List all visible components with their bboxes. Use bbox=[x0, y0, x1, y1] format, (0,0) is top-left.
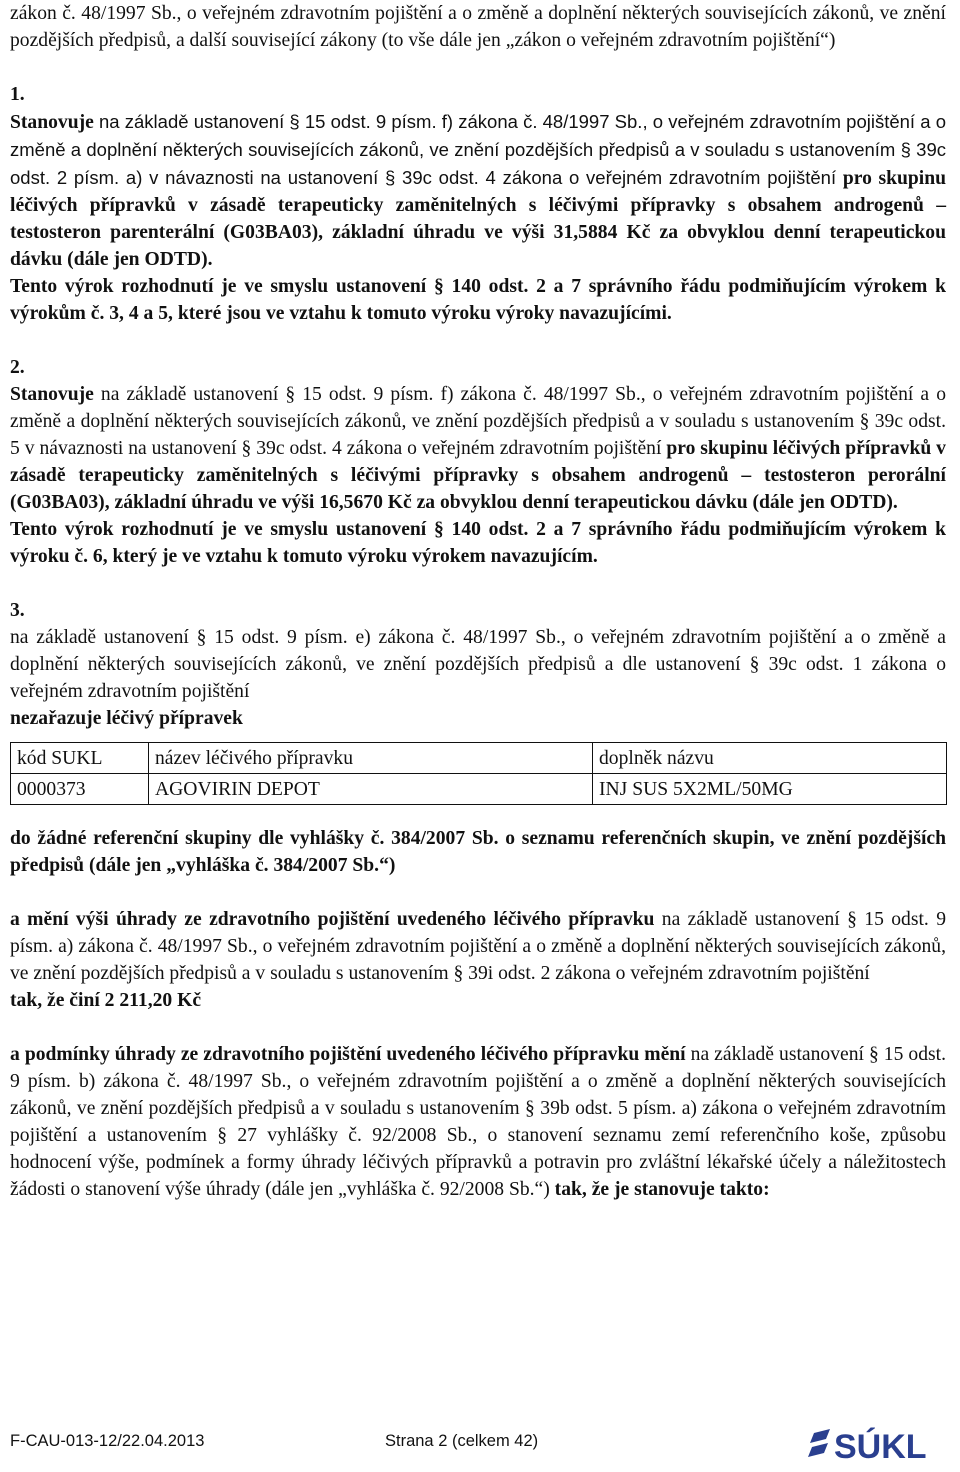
s2-decision: pro skupinu léčivých přípravků v zásadě terapeuticky zaměnitelných s léčivými přípravky s obsahem androgenů – testosteron perorální (G03BA03), základní úhradu ve výši 16,5670 Kč za obvyklou denní terapeutickou dávku (dále jen ODTD). bbox=[10, 438, 946, 513]
drug-table bbox=[10, 742, 947, 805]
conditions-paragraph bbox=[10, 1041, 946, 1203]
s2-legal-basis: na základě ustanovení § 15 odst. 9 písm. f) zákona č. 48/1997 Sb., o veřejném zdravotním pojištění a o změně a doplnění některých souvisejících zákonů, ve znění pozdějších předpisů a v souladu s ustanovením § 39c odst. 5 v návaznosti na ustanovení § 39c odst. 4 zákona o veřejném zdravotním pojištění bbox=[10, 384, 946, 459]
section-2-number: 2. bbox=[10, 357, 25, 378]
section-1-number: 1. bbox=[10, 84, 25, 105]
s1-verb: Stanovuje bbox=[10, 112, 94, 133]
document-body bbox=[10, 0, 946, 1203]
cell-code: 0000373 bbox=[11, 774, 149, 805]
section-2-paragraph bbox=[10, 381, 946, 516]
table-header-row bbox=[11, 743, 947, 774]
cell-supplement: INJ SUS 5X2ML/50MG bbox=[593, 774, 947, 805]
reimbursement-amount: tak, že činí 2 211,20 Kč bbox=[10, 990, 202, 1011]
reimbursement-paragraph bbox=[10, 906, 946, 987]
header-cell-supplement: doplněk názvu bbox=[593, 743, 947, 774]
conditions-end: tak, že je stanovuje takto: bbox=[549, 1179, 770, 1200]
section-2-conditional: Tento výrok rozhodnutí je ve smyslu ustanovení § 140 odst. 2 a 7 správního řádu podmiňujícím výrokem k výroku č. 6, který je ve vztahu k tomuto výroku výrokem navazujícím. bbox=[10, 519, 946, 567]
s2-verb: Stanovuje bbox=[10, 384, 94, 405]
section-3-decision: nezařazuje léčivý přípravek bbox=[10, 708, 243, 729]
s1-legal-basis: na základě ustanovení § 15 odst. 9 písm. f) zákona č. 48/1997 Sb., o veřejném zdravotním pojištění a o změně a doplnění některých souvisejících zákonů, ve znění pozdějších předpisů a v souladu s ustanovením § 39c odst. 2 písm. a) v návaznosti na ustanovení § 39c odst. 4 zákona o veřejném zdravotním pojištění bbox=[10, 111, 946, 188]
reimbursement-basis: na základě ustanovení § 15 odst. 9 písm. a) zákona č. 48/1997 Sb., o veřejném zdravotním pojištění a o změně a doplnění některých souvisejících zákonů, ve znění pozdějších předpisů a v souladu s ustanovením § 39i odst. 2 zákona o veřejném zdravotním pojištění bbox=[10, 909, 946, 984]
conditions-lead: a podmínky úhrady ze zdravotního pojištění uvedeného léčivého přípravku mění bbox=[10, 1044, 686, 1065]
section-1-conditional: Tento výrok rozhodnutí je ve smyslu ustanovení § 140 odst. 2 a 7 správního řádu podmiňujícím výrokem k výrokům č. 3, 4 a 5, které jsou ve vztahu k tomuto výroku výroky navazujícími. bbox=[10, 276, 946, 324]
cell-name: AGOVIRIN DEPOT bbox=[149, 774, 593, 805]
conditions-basis: na základě ustanovení § 15 odst. 9 písm. b) zákona č. 48/1997 Sb., o veřejném zdravotním pojištění a o změně a doplnění některých souvisejících zákonů, ve znění pozdějších předpisů a v souladu s ustanovením § 39b odst. 5 písm. a) zákona o veřejném zdravotním pojištění a ustanovením § 27 vyhlášky č. 92/2008 Sb., o stanovení seznamu zemí referenčního koše, způsobu hodnocení výše, podmínek a formy úhrady léčivých přípravků a potravin pro zvláštní lékařské účely a náležitostech žádosti o stanovení výše úhrady (dále jen „vyhláška č. 92/2008 Sb.“) bbox=[10, 1044, 946, 1200]
sukl-logo bbox=[808, 1425, 954, 1465]
reference-group-paragraph: do žádné referenční skupiny dle vyhlášky č. 384/2007 Sb. o seznamu referenčních skupin, ve znění pozdějších předpisů (dále jen „vyhláška č. 384/2007 Sb.“) bbox=[10, 828, 946, 876]
section-3-legal-basis: na základě ustanovení § 15 odst. 9 písm. e) zákona č. 48/1997 Sb., o veřejném zdravotním pojištění a o změně a doplnění některých souvisejících zákonů, ve znění pozdějších předpisů a dle ustanovení § 39c odst. 1 zákona o veřejném zdravotním pojištění bbox=[10, 627, 946, 702]
reimbursement-lead: a mění výši úhrady ze zdravotního pojištění uvedeného léčivého přípravku bbox=[10, 909, 655, 930]
table-row bbox=[11, 774, 947, 805]
s1-decision: pro skupinu léčivých přípravků v zásadě terapeuticky zaměnitelných s léčivými přípravky s obsahem androgenů – testosteron parenterální (G03BA03), základní úhradu ve výši 31,5884 Kč za obvyklou denní terapeutickou dávku (dále jen ODTD). bbox=[10, 168, 946, 270]
section-3-number: 3. bbox=[10, 600, 25, 621]
section-1-paragraph bbox=[10, 108, 946, 273]
header-cell-code: kód SUKL bbox=[11, 743, 149, 774]
logo-mark-icon bbox=[808, 1429, 830, 1457]
footer-page-number: Strana 2 (celkem 42) bbox=[385, 1432, 539, 1450]
logo-text: SÚKL bbox=[834, 1428, 927, 1465]
intro-paragraph: zákon č. 48/1997 Sb., o veřejném zdravotním pojištění a o změně a doplnění některých souvisejících zákonů, ve znění pozdějších předpisů, a další související zákony (to vše dále jen „zákon o veřejném zdravotním pojištění“) bbox=[10, 3, 946, 51]
header-cell-name: název léčivého přípravku bbox=[149, 743, 593, 774]
footer-doc-id: F-CAU-013-12/22.04.2013 bbox=[10, 1432, 205, 1450]
